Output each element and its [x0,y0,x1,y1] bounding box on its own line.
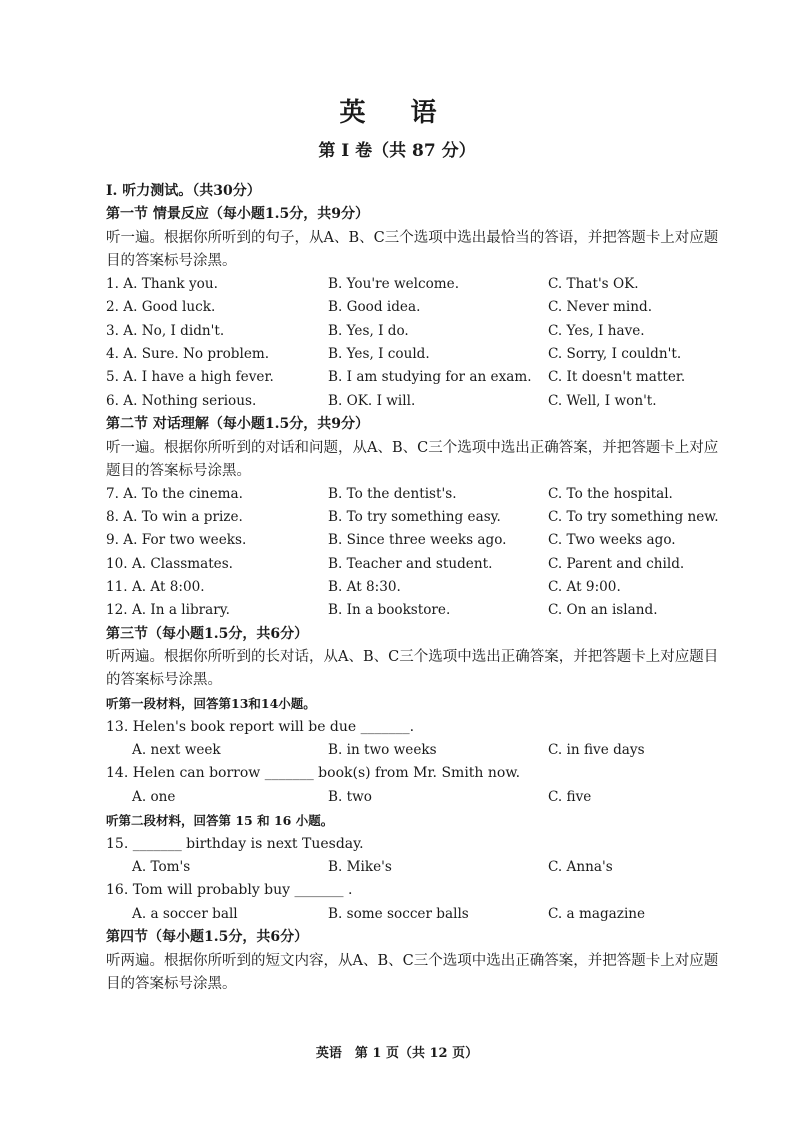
option-c: C. To the hospital. [548,485,673,502]
question-stem: 16. Tom will probably buy _______ . [106,882,353,899]
option-b: B. At 8:30. [328,579,401,596]
question-options [106,786,726,809]
option-a: A. a soccer ball [132,905,238,922]
option-a: 11. A. At 8:00. [106,579,205,596]
option-b: B. In a bookstore. [328,602,451,619]
question-row [106,343,726,366]
question-row [106,366,726,389]
option-b: B. Mike's [328,858,392,875]
option-a: A. next week [132,742,221,759]
option-c: C. Sorry, I couldn't. [548,345,682,362]
option-b: B. Yes, I do. [328,322,409,339]
option-a: 1. A. Thank you. [106,275,218,292]
section1-questions [106,273,726,413]
material1-note: 听第一段材料，回答第13和14小题。 [106,696,316,712]
question-row [106,390,726,413]
section1-heading: 第一节 情景反应（每小题1.5分，共9分） [106,206,369,223]
option-b: B. OK. I will. [328,392,416,409]
option-a: 8. A. To win a prize. [106,508,243,525]
option-c: C. in five days [548,742,645,759]
question-stem: 14. Helen can borrow _______ book(s) from Mr. Smith now. [106,765,521,782]
option-c: C. On an island. [548,602,658,619]
section4-instruction: 听两遍。根据你所听到的短文内容，从A、B、C三个选项中选出正确答案，并把答题卡上对应题目的答案标号涂黑。 [106,952,719,992]
question-row [106,576,726,599]
option-a: 3. A. No, I didn't. [106,322,225,339]
option-b: B. Good idea. [328,299,421,316]
option-c: C. To try something new. [548,508,719,525]
option-a: 4. A. Sure. No problem. [106,345,270,362]
option-b: B. Since three weeks ago. [328,532,507,549]
section2-questions [106,483,726,623]
option-a: 2. A. Good luck. [106,299,216,316]
question-stem: 15. _______ birthday is next Tuesday. [106,835,364,852]
option-a: A. Tom's [132,858,191,875]
option-a: 6. A. Nothing serious. [106,392,257,409]
option-b: B. To try something easy. [328,508,501,525]
option-c: C. a magazine [548,905,646,922]
option-c: C. Well, I won't. [548,392,657,409]
option-c: C. Anna's [548,858,613,875]
material2-note: 听第二段材料，回答第 15 和 16 小题。 [106,813,334,829]
question-row [106,553,726,576]
section3-instruction: 听两遍。根据你所听到的长对话，从A、B、C三个选项中选出正确答案，并把答题卡上对应题目的答案标号涂黑。 [106,649,719,689]
question-stem: 13. Helen's book report will be due _______. [106,718,415,735]
option-a: 12. A. In a library. [106,602,230,619]
option-b: B. I am studying for an exam. [328,369,532,386]
question-row [106,320,726,343]
part-heading: I. 听力测试。（共30分） [106,183,261,199]
section1-instruction: 听一遍。根据你所听到的句子，从A、B、C三个选项中选出最恰当的答语，并把答题卡上对应题目的答案标号涂黑。 [106,229,719,269]
option-c: C. Two weeks ago. [548,532,676,549]
question-options [106,903,726,926]
exam-content [106,180,726,996]
page-subtitle: 第 I 卷（共 87 分） [318,141,476,161]
option-c: C. Yes, I have. [548,322,645,339]
section2-heading: 第二节 对话理解（每小题1.5分，共9分） [106,416,369,433]
option-b: B. Yes, I could. [328,345,430,362]
option-c: C. That's OK. [548,275,639,292]
option-b: B. You're welcome. [328,275,460,292]
option-c: C. It doesn't matter. [548,369,686,386]
page-title: 英 语 [339,98,455,128]
option-b: B. some soccer balls [328,905,469,922]
question-row [106,273,726,296]
option-c: C. Never mind. [548,299,653,316]
option-a: A. one [132,788,176,805]
question-row [106,506,726,529]
section3-heading: 第三节（每小题1.5分，共6分） [106,625,309,642]
option-c: C. At 9:00. [548,579,621,596]
option-b: B. Teacher and student. [328,555,493,572]
question-options [106,739,726,762]
option-a: 5. A. I have a high fever. [106,369,274,386]
question-row [106,296,726,319]
question-row [106,483,726,506]
option-a: 7. A. To the cinema. [106,485,243,502]
option-b: B. in two weeks [328,742,437,759]
section4-heading: 第四节（每小题1.5分，共6分） [106,929,309,946]
option-b: B. To the dentist's. [328,485,457,502]
option-c: C. Parent and child. [548,555,685,572]
option-b: B. two [328,788,372,805]
option-a: 10. A. Classmates. [106,555,234,572]
question-row [106,529,726,552]
question-options [106,856,726,879]
option-c: C. five [548,788,592,805]
page-footer: 英语 第 1 页（共 12 页） [315,1046,479,1061]
question-row [106,599,726,622]
option-a: 9. A. For two weeks. [106,532,247,549]
section2-instruction: 听一遍。根据你所听到的对话和问题，从A、B、C三个选项中选出正确答案，并把答题卡上对应题目的答案标号涂黑。 [106,439,719,479]
